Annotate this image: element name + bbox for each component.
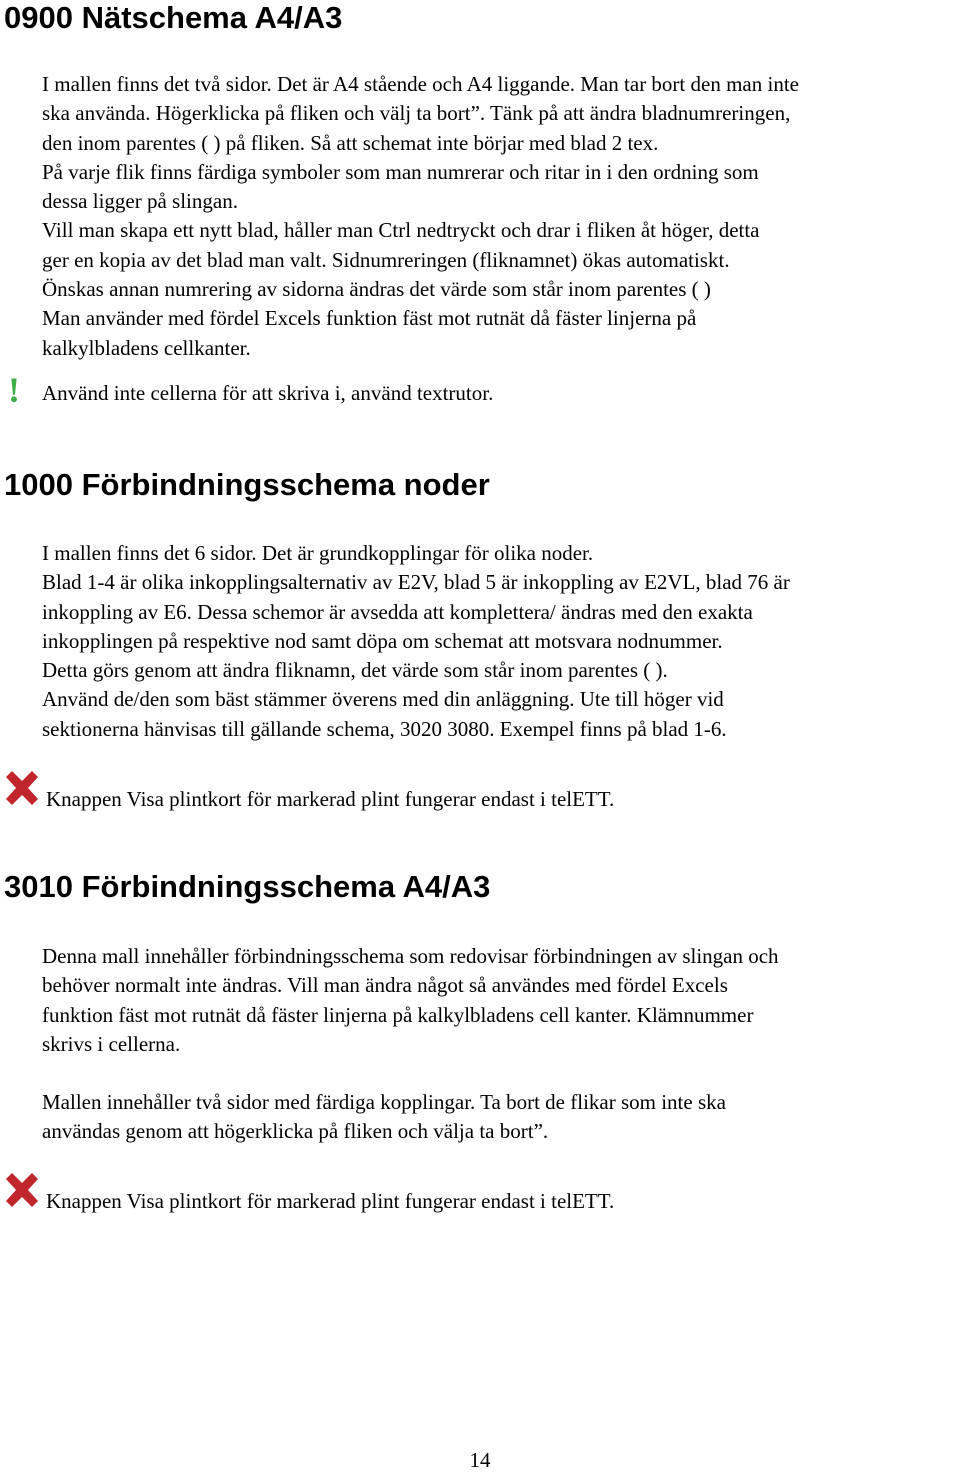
text-line: sektionerna hänvisas till gällande schema, 3020 3080. Exempel finns på blad 1-6.: [42, 716, 727, 741]
heading-1000: 1000 Förbindningsschema noder: [4, 467, 490, 502]
text-line: Denna mall innehåller förbindningsschema som redovisar förbindningen av slingan och: [42, 944, 779, 968]
cross-icon: [4, 771, 40, 805]
text-line: den inom parentes ( ) på fliken. Så att schemat inte börjar med blad 2 tex.: [42, 130, 659, 155]
text-line: dessa ligger på slingan.: [42, 189, 238, 214]
text-line: funktion fäst mot rutnät då fäster linjerna på kalkylbladens cell kanter. Klämnummer: [42, 1002, 754, 1027]
paragraph-3010-1: [42, 942, 954, 1059]
notice-text-0900: Använd inte cellerna för att skriva i, använd textrutor.: [42, 381, 494, 405]
exclamation-icon: !: [8, 370, 20, 410]
text-line: Vill man skapa ett nytt blad, håller man Ctrl nedtryckt och drar i fliken åt höger, detta: [42, 218, 760, 243]
text-line: ska använda. Högerklicka på fliken och välj ta bort”. Tänk på att ändra bladnumreringen,: [42, 101, 791, 126]
text-line: I mallen finns det två sidor. Det är A4 stående och A4 liggande. Man tar bort den man inte: [42, 72, 799, 96]
text-line: inkoppling av E6. Dessa schemor är avsedda att komplettera/ ändras med den exakta: [42, 599, 753, 624]
text-line: Detta görs genom att ändra fliknamn, det värde som står inom parentes ( ).: [42, 658, 668, 683]
notice-text-1000: Knappen Visa plintkort för markerad plint fungerar endast i telETT.: [46, 787, 615, 811]
paragraph-3010-2: [42, 1088, 954, 1147]
text-line: Man använder med fördel Excels funktion fäst mot rutnät då fäster linjerna på: [42, 306, 697, 331]
text-line: Använd de/den som bäst stämmer överens med din anläggning. Ute till höger vid: [42, 687, 724, 712]
text-line: behöver normalt inte ändras. Vill man ändra något så användes med fördel Excels: [42, 973, 728, 998]
text-line: Blad 1-4 är olika inkopplingsalternativ av E2V, blad 5 är inkoppling av E2VL, blad 76 är: [42, 570, 790, 595]
paragraph-0900: [42, 70, 954, 363]
text-line: I mallen finns det 6 sidor. Det är grundkopplingar för olika noder.: [42, 541, 594, 565]
text-line: På varje flik finns färdiga symboler som man numrerar och ritar in i den ordning som: [42, 159, 759, 184]
text-line: kalkylbladens cellkanter.: [42, 335, 251, 360]
text-line: Mallen innehåller två sidor med färdiga kopplingar. Ta bort de flikar som inte ska: [42, 1090, 726, 1114]
heading-0900: 0900 Nätschema A4/A3: [4, 0, 343, 35]
paragraph-1000: [42, 539, 954, 744]
cross-icon: [4, 1173, 40, 1207]
text-line: användas genom att högerklicka på fliken och välja ta bort”.: [42, 1119, 549, 1144]
text-line: ger en kopia av det blad man valt. Sidnumreringen (fliknamnet) ökas automatiskt.: [42, 247, 730, 272]
text-line: Önskas annan numrering av sidorna ändras det värde som står inom parentes ( ): [42, 277, 711, 302]
notice-text-3010: Knappen Visa plintkort för markerad plint fungerar endast i telETT.: [46, 1189, 615, 1213]
text-line: skrivs i cellerna.: [42, 1031, 181, 1056]
page-number: 14: [469, 1448, 491, 1472]
text-line: inkopplingen på respektive nod samt döpa om schemat att motsvara nodnummer.: [42, 628, 723, 653]
heading-3010: 3010 Förbindningsschema A4/A3: [4, 869, 491, 904]
